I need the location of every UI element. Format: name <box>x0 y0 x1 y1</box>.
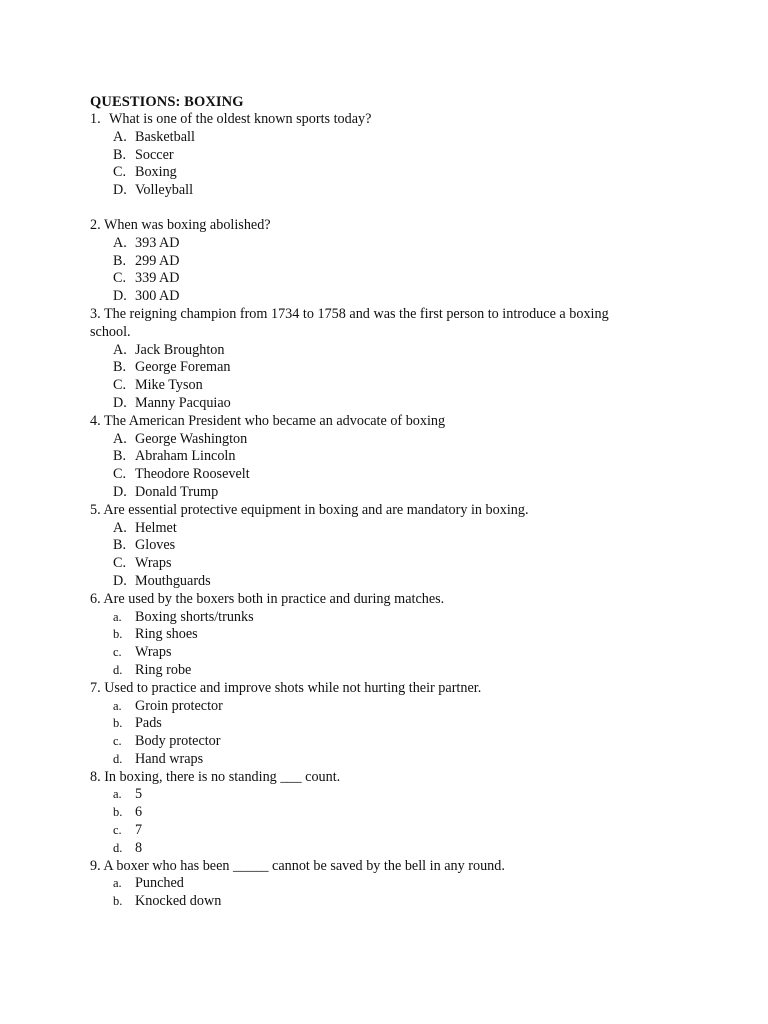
options-list <box>90 520 650 591</box>
option-item <box>90 448 650 466</box>
question-7 <box>90 680 650 769</box>
options-list <box>90 431 650 502</box>
options-list <box>90 609 650 680</box>
option-letter: C. <box>113 164 127 181</box>
option-letter: C. <box>113 466 127 483</box>
question-number: 9. <box>90 857 101 874</box>
option-text: 6 <box>135 804 143 821</box>
option-text: Boxing <box>135 164 177 181</box>
question-9 <box>90 858 650 911</box>
option-item <box>90 662 650 680</box>
option-text: 299 AD <box>135 252 180 269</box>
option-item <box>90 342 650 360</box>
option-item <box>90 288 650 306</box>
option-item <box>90 359 650 377</box>
option-text: Abraham Lincoln <box>135 448 236 465</box>
option-letter: b. <box>113 627 123 642</box>
question-2 <box>90 217 650 306</box>
option-letter: D. <box>113 288 127 305</box>
option-text: Boxing shorts/trunks <box>135 608 254 625</box>
options-list <box>90 342 650 413</box>
option-item <box>90 164 650 182</box>
option-text: George Foreman <box>135 359 231 376</box>
option-text: 339 AD <box>135 270 180 287</box>
option-text: Basketball <box>135 128 195 145</box>
document-page <box>90 93 650 911</box>
question-text: When was boxing abolished? <box>103 216 271 233</box>
question-6 <box>90 591 650 680</box>
option-letter: b. <box>113 805 123 820</box>
options-list <box>90 786 650 857</box>
option-text: Jack Broughton <box>135 341 225 358</box>
option-item <box>90 182 650 200</box>
question-number: 5. <box>90 501 101 518</box>
option-letter: B. <box>113 359 127 376</box>
option-item <box>90 715 650 733</box>
question-3 <box>90 306 650 413</box>
option-item <box>90 786 650 804</box>
option-item <box>90 484 650 502</box>
question-8 <box>90 769 650 858</box>
option-letter: D. <box>113 572 127 589</box>
option-letter: B. <box>113 252 127 269</box>
option-item <box>90 626 650 644</box>
option-text: Groin protector <box>135 697 223 714</box>
option-letter: A. <box>113 341 127 358</box>
spacer <box>90 200 650 217</box>
question-text: Used to practice and improve shots while not hurting their partner. <box>104 679 482 696</box>
page-title: QUESTIONS: BOXING <box>90 94 244 110</box>
option-text: Theodore Roosevelt <box>135 466 250 483</box>
question-number: 3. <box>90 305 101 322</box>
option-text: Mike Tyson <box>135 377 203 394</box>
question-number: 8. <box>90 768 101 785</box>
question-5 <box>90 502 650 591</box>
option-letter: D. <box>113 182 127 199</box>
option-letter: d. <box>113 662 123 677</box>
option-text: Donald Trump <box>135 483 219 500</box>
option-letter: b. <box>113 894 123 909</box>
option-item <box>90 609 650 627</box>
question-4 <box>90 413 650 502</box>
question-number: 2. <box>90 216 101 233</box>
option-letter: C. <box>113 555 127 572</box>
option-text: Manny Pacquiao <box>135 394 231 411</box>
option-letter: c. <box>113 734 122 749</box>
option-text: Ring shoes <box>135 626 198 643</box>
option-item <box>90 235 650 253</box>
option-text: Gloves <box>135 537 176 554</box>
option-item <box>90 431 650 449</box>
option-item <box>90 644 650 662</box>
options-list <box>90 698 650 769</box>
option-text: 393 AD <box>135 234 180 251</box>
question-text: A boxer who has been _____ cannot be saved by the bell in any round. <box>103 857 505 874</box>
question-number: 7. <box>90 679 101 696</box>
option-text: 7 <box>135 822 143 839</box>
option-letter: D. <box>113 394 127 411</box>
option-item <box>90 147 650 165</box>
option-item <box>90 395 650 413</box>
option-item <box>90 537 650 555</box>
option-letter: D. <box>113 483 127 500</box>
option-text: Soccer <box>135 146 174 163</box>
option-letter: A. <box>113 430 127 447</box>
option-item <box>90 253 650 271</box>
option-item <box>90 270 650 288</box>
option-letter: A. <box>113 234 127 251</box>
option-text: Helmet <box>135 519 177 536</box>
option-text: Body protector <box>135 733 221 750</box>
option-item <box>90 377 650 395</box>
option-text: Wraps <box>135 644 172 661</box>
option-letter: C. <box>113 270 127 287</box>
option-letter: a. <box>113 609 122 624</box>
option-item <box>90 129 650 147</box>
option-item <box>90 466 650 484</box>
option-letter: B. <box>113 448 127 465</box>
option-item <box>90 520 650 538</box>
options-list <box>90 875 650 911</box>
option-item <box>90 733 650 751</box>
option-item <box>90 893 650 911</box>
option-text: Volleyball <box>135 182 194 199</box>
option-letter: a. <box>113 787 122 802</box>
question-number: 4. <box>90 412 101 429</box>
option-letter: B. <box>113 537 127 554</box>
option-item <box>90 875 650 893</box>
option-letter: d. <box>113 840 123 855</box>
option-letter: A. <box>113 128 127 145</box>
option-item <box>90 840 650 858</box>
question-text: In boxing, there is no standing ___ count. <box>104 768 341 785</box>
option-letter: c. <box>113 823 122 838</box>
option-text: 5 <box>135 786 143 803</box>
option-item <box>90 804 650 822</box>
option-item <box>90 573 650 591</box>
option-letter: b. <box>113 716 123 731</box>
option-text: 8 <box>135 839 143 856</box>
question-text: Are essential protective equipment in boxing and are mandatory in boxing. <box>103 501 529 518</box>
option-item <box>90 698 650 716</box>
option-letter: a. <box>113 698 122 713</box>
question-text: Are used by the boxers both in practice and during matches. <box>103 590 445 607</box>
option-letter: C. <box>113 377 127 394</box>
options-list <box>90 235 650 306</box>
option-text: Mouthguards <box>135 572 211 589</box>
question-text: The American President who became an advocate of boxing <box>103 412 446 429</box>
option-text: Wraps <box>135 555 172 572</box>
question-1 <box>90 111 650 200</box>
question-text: What is one of the oldest known sports today? <box>109 111 372 127</box>
option-text: Hand wraps <box>135 750 204 767</box>
option-letter: a. <box>113 876 122 891</box>
option-text: Punched <box>135 875 184 892</box>
option-text: George Washington <box>135 430 248 447</box>
option-item <box>90 822 650 840</box>
option-text: Ring robe <box>135 661 192 678</box>
option-text: 300 AD <box>135 288 180 305</box>
option-text: Knocked down <box>135 893 222 910</box>
option-letter: d. <box>113 751 123 766</box>
question-number: 6. <box>90 590 101 607</box>
option-item <box>90 555 650 573</box>
option-text: Pads <box>135 715 162 732</box>
question-number: 1. <box>90 111 101 127</box>
option-item <box>90 751 650 769</box>
option-letter: c. <box>113 645 122 660</box>
option-letter: A. <box>113 519 127 536</box>
option-letter: B. <box>113 146 127 163</box>
question-text: The reigning champion from 1734 to 1758 and was the first person to introduce a boxing school. <box>90 305 609 340</box>
options-list <box>90 129 650 200</box>
